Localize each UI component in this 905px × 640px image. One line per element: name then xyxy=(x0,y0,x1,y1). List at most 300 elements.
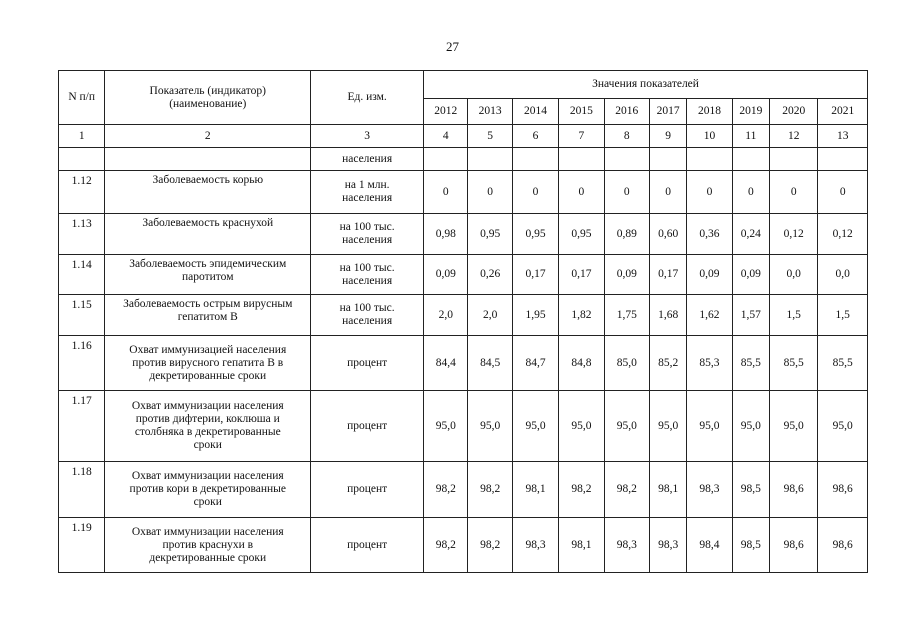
value-cell xyxy=(818,295,868,336)
cell-line: населения xyxy=(342,315,393,327)
column-number: 1 xyxy=(78,129,85,142)
value-cell xyxy=(559,148,604,171)
value-text: 0,09 xyxy=(435,268,456,280)
row-number-text: 1.19 xyxy=(71,522,92,534)
cell-line: против дифтерии, коклюша и xyxy=(135,413,280,425)
value-text: 0,95 xyxy=(571,227,592,240)
value-text: 0,95 xyxy=(525,227,546,240)
value-cell xyxy=(468,295,512,336)
unit-cell xyxy=(311,255,424,295)
value-text: 0,0 xyxy=(786,268,801,280)
value-cell xyxy=(732,336,769,391)
value-text: 98,2 xyxy=(480,538,501,551)
value-text: 0,09 xyxy=(699,268,720,280)
year-cell xyxy=(512,99,558,125)
indicator-name xyxy=(105,171,311,214)
year-cell xyxy=(604,99,649,125)
value-text: 0 xyxy=(487,185,494,198)
cell-line: Заболеваемость эпидемическим xyxy=(129,258,287,270)
value-text: 0 xyxy=(747,185,754,198)
value-text: 0,98 xyxy=(435,227,456,240)
value-text: 0,26 xyxy=(480,268,501,280)
value-text: 95,0 xyxy=(525,419,546,432)
table-row xyxy=(59,295,868,336)
value-cell xyxy=(769,462,817,518)
header-values-label: Значения показателей xyxy=(592,78,699,90)
column-number-row xyxy=(59,125,868,148)
value-cell xyxy=(512,148,558,171)
table-row xyxy=(59,462,868,518)
year-label: 2019 xyxy=(739,105,763,117)
value-text: 0 xyxy=(839,185,846,198)
cell-line: против вирусного гепатита B в xyxy=(132,356,284,369)
value-cell xyxy=(732,391,769,462)
cell-line: декретированные сроки xyxy=(149,551,267,564)
row-number xyxy=(59,295,105,336)
value-cell xyxy=(604,336,649,391)
value-cell xyxy=(604,391,649,462)
value-text: 85,5 xyxy=(783,356,804,369)
value-text: 0,24 xyxy=(740,227,761,240)
value-cell xyxy=(424,171,468,214)
value-text: 98,1 xyxy=(525,483,546,495)
value-cell xyxy=(687,462,732,518)
year-label: 2015 xyxy=(569,105,593,117)
column-number-cell xyxy=(59,125,105,148)
page-number: 27 xyxy=(446,39,459,54)
header-name xyxy=(105,71,311,125)
cell-line: Заболеваемость корью xyxy=(152,174,264,186)
value-cell xyxy=(687,171,732,214)
indicator-name xyxy=(105,214,311,255)
value-text: 98,3 xyxy=(616,538,637,551)
column-number: 7 xyxy=(578,129,585,142)
column-number-cell xyxy=(769,125,817,148)
value-cell xyxy=(687,148,732,171)
column-number: 10 xyxy=(703,129,716,142)
unit-cell xyxy=(311,462,424,518)
table-row xyxy=(59,214,868,255)
column-number-cell xyxy=(424,125,468,148)
value-cell xyxy=(559,295,604,336)
value-text: 0,09 xyxy=(740,268,761,280)
value-cell xyxy=(512,171,558,214)
value-cell xyxy=(649,518,686,573)
value-cell xyxy=(512,336,558,391)
cell-line: столбняка в декретированные xyxy=(134,426,281,438)
value-text: 98,3 xyxy=(699,483,720,495)
year-label: 2017 xyxy=(656,105,680,117)
cell-line: Заболеваемость острым вирусным xyxy=(123,298,293,310)
indicators-table xyxy=(58,70,868,573)
column-number: 12 xyxy=(787,129,800,142)
year-cell xyxy=(732,99,769,125)
cell-line: населения xyxy=(342,192,393,204)
value-cell xyxy=(687,391,732,462)
indicator-name xyxy=(105,518,311,573)
value-text: 84,8 xyxy=(571,356,592,369)
year-cell xyxy=(687,99,732,125)
value-cell xyxy=(559,214,604,255)
value-cell xyxy=(604,462,649,518)
cell-line: процент xyxy=(347,419,388,432)
value-cell xyxy=(512,295,558,336)
year-label: 2021 xyxy=(831,105,855,117)
value-text: 2,0 xyxy=(482,308,498,321)
column-number-cell xyxy=(649,125,686,148)
column-number-cell xyxy=(311,125,424,148)
value-text: 98,2 xyxy=(616,483,637,495)
value-text: 98,5 xyxy=(740,483,761,495)
value-cell xyxy=(732,171,769,214)
value-cell xyxy=(687,518,732,573)
value-cell xyxy=(468,391,512,462)
value-cell xyxy=(769,518,817,573)
column-number-cell xyxy=(687,125,732,148)
value-cell xyxy=(424,518,468,573)
value-text: 95,0 xyxy=(832,419,853,432)
cell-line: на 1 млн. xyxy=(344,179,390,191)
value-text: 0 xyxy=(442,185,449,198)
row-number xyxy=(59,518,105,573)
value-cell xyxy=(818,462,868,518)
value-text: 98,2 xyxy=(435,538,456,551)
indicator-name xyxy=(105,148,311,171)
header-unit-label: Ед. изм. xyxy=(347,91,387,103)
cell-line: против кори в декретированные xyxy=(129,483,286,495)
value-cell xyxy=(649,171,686,214)
year-label: 2020 xyxy=(782,105,806,117)
value-text: 0 xyxy=(790,185,797,198)
value-cell xyxy=(559,462,604,518)
cell-line: Охват иммунизации населения xyxy=(131,470,284,482)
value-cell xyxy=(818,391,868,462)
value-cell xyxy=(818,171,868,214)
value-cell xyxy=(424,462,468,518)
table-row xyxy=(59,336,868,391)
value-cell xyxy=(818,214,868,255)
value-text: 98,1 xyxy=(571,538,592,551)
row-number-text: 1.16 xyxy=(71,340,92,352)
unit-text: населения xyxy=(342,152,393,165)
value-cell xyxy=(687,336,732,391)
value-text: 85,5 xyxy=(740,356,761,369)
value-text: 98,2 xyxy=(435,483,456,495)
column-number-cell xyxy=(512,125,558,148)
value-text: 0,17 xyxy=(571,268,592,280)
value-text: 95,0 xyxy=(658,419,679,432)
row-number-text: 1.15 xyxy=(71,299,92,311)
column-number: 4 xyxy=(442,129,449,142)
column-number-cell xyxy=(468,125,512,148)
year-cell xyxy=(818,99,868,125)
column-number: 8 xyxy=(623,129,630,142)
value-cell xyxy=(769,214,817,255)
year-label: 2012 xyxy=(434,105,458,117)
table-row xyxy=(59,255,868,295)
value-cell xyxy=(512,214,558,255)
row-number xyxy=(59,462,105,518)
row-number xyxy=(59,214,105,255)
value-text: 98,5 xyxy=(740,538,761,551)
value-cell xyxy=(604,255,649,295)
value-cell xyxy=(424,214,468,255)
value-cell xyxy=(604,518,649,573)
value-text: 85,0 xyxy=(616,356,637,369)
value-cell xyxy=(769,148,817,171)
year-label: 2018 xyxy=(697,105,721,117)
cell-line: на 100 тыс. xyxy=(339,221,395,233)
value-text: 84,4 xyxy=(435,356,456,369)
value-text: 1,62 xyxy=(699,308,720,321)
cell-line: гепатитом B xyxy=(177,311,238,323)
cell-line: паротитом xyxy=(182,271,234,283)
header-name-label: Показатель (индикатор) xyxy=(149,84,266,97)
value-text: 0,12 xyxy=(832,227,853,240)
value-cell xyxy=(559,336,604,391)
value-text: 95,0 xyxy=(435,419,456,432)
indicator-name xyxy=(105,391,311,462)
value-cell xyxy=(769,391,817,462)
indicator-name xyxy=(105,462,311,518)
cell-line: Охват иммунизации населения xyxy=(131,525,284,538)
value-cell xyxy=(818,518,868,573)
column-number: 13 xyxy=(836,129,849,142)
row-number-text: 1.14 xyxy=(71,259,92,271)
value-text: 0,95 xyxy=(480,227,501,240)
row-number-text: 1.13 xyxy=(71,218,92,230)
cell-line: декретированные сроки xyxy=(149,369,267,382)
value-text: 0 xyxy=(706,185,713,198)
value-cell xyxy=(732,295,769,336)
cell-line: процент xyxy=(347,538,388,551)
value-cell xyxy=(512,391,558,462)
value-text: 1,82 xyxy=(571,308,592,321)
row-number-text: 1.17 xyxy=(71,395,92,407)
value-text: 95,0 xyxy=(699,419,720,432)
value-text: 0 xyxy=(665,185,672,198)
value-cell xyxy=(818,336,868,391)
value-cell xyxy=(649,255,686,295)
header-num xyxy=(59,71,105,125)
cell-line: сроки xyxy=(193,496,222,508)
value-text: 0,17 xyxy=(525,268,546,280)
value-text: 1,5 xyxy=(786,308,801,321)
value-text: 1,95 xyxy=(525,308,546,321)
value-cell xyxy=(559,391,604,462)
value-text: 85,2 xyxy=(658,356,679,369)
value-cell xyxy=(468,148,512,171)
value-cell xyxy=(649,295,686,336)
value-cell xyxy=(604,171,649,214)
value-text: 0,17 xyxy=(658,268,679,280)
value-text: 98,6 xyxy=(783,538,804,551)
value-cell xyxy=(769,171,817,214)
value-cell xyxy=(732,255,769,295)
value-text: 0 xyxy=(578,185,585,198)
column-number: 9 xyxy=(665,129,672,142)
value-cell xyxy=(732,462,769,518)
continuation-row xyxy=(59,148,868,171)
header-name-sublabel: (наименование) xyxy=(169,97,247,110)
value-text: 1,57 xyxy=(740,308,761,321)
value-text: 98,6 xyxy=(832,538,853,551)
value-cell xyxy=(769,336,817,391)
value-text: 0,12 xyxy=(783,227,804,240)
value-cell xyxy=(649,462,686,518)
column-number-cell xyxy=(105,125,311,148)
value-cell xyxy=(424,148,468,171)
header-unit xyxy=(311,71,424,125)
value-cell xyxy=(604,148,649,171)
column-number-cell xyxy=(559,125,604,148)
cell-line: на 100 тыс. xyxy=(339,261,395,274)
value-cell xyxy=(649,148,686,171)
unit-cell xyxy=(311,391,424,462)
value-cell xyxy=(649,391,686,462)
cell-line: сроки xyxy=(193,439,222,451)
value-cell xyxy=(687,214,732,255)
unit-cell xyxy=(311,214,424,255)
value-text: 98,6 xyxy=(783,483,804,495)
column-number: 5 xyxy=(487,129,494,142)
value-cell xyxy=(559,171,604,214)
value-text: 2,0 xyxy=(438,308,453,321)
value-cell xyxy=(512,518,558,573)
value-cell xyxy=(468,171,512,214)
value-cell xyxy=(687,295,732,336)
year-label: 2014 xyxy=(524,105,548,117)
cell-line: Охват иммунизацией населения xyxy=(129,343,287,356)
value-cell xyxy=(769,255,817,295)
value-text: 98,1 xyxy=(658,483,679,495)
value-text: 95,0 xyxy=(571,419,592,432)
value-cell xyxy=(649,336,686,391)
value-cell xyxy=(512,255,558,295)
value-text: 0,0 xyxy=(835,268,850,280)
row-number xyxy=(59,391,105,462)
value-text: 98,2 xyxy=(480,483,501,495)
value-text: 1,68 xyxy=(658,308,679,321)
value-cell xyxy=(468,518,512,573)
value-text: 98,2 xyxy=(571,483,592,495)
indicator-name xyxy=(105,295,311,336)
value-cell xyxy=(818,255,868,295)
column-number-cell xyxy=(604,125,649,148)
column-number: 6 xyxy=(532,129,539,142)
value-text: 95,0 xyxy=(616,419,637,432)
table-row xyxy=(59,391,868,462)
value-text: 85,3 xyxy=(699,356,720,369)
value-cell xyxy=(468,214,512,255)
year-cell xyxy=(468,99,512,125)
column-number: 2 xyxy=(204,129,211,142)
indicator-name xyxy=(105,336,311,391)
column-number-cell xyxy=(732,125,769,148)
row-number-text: 1.12 xyxy=(71,175,92,187)
row-number xyxy=(59,148,105,171)
cell-line: Охват иммунизации населения xyxy=(131,400,284,412)
cell-line: процент xyxy=(347,483,388,495)
year-label: 2013 xyxy=(478,105,502,117)
value-cell xyxy=(818,148,868,171)
value-cell xyxy=(424,391,468,462)
cell-line: Заболеваемость краснухой xyxy=(142,217,274,229)
value-cell xyxy=(512,462,558,518)
value-cell xyxy=(769,295,817,336)
unit-cell xyxy=(311,171,424,214)
cell-line: населения xyxy=(342,234,393,246)
row-number xyxy=(59,336,105,391)
value-text: 0,89 xyxy=(616,227,637,240)
value-text: 0 xyxy=(532,185,539,198)
value-cell xyxy=(687,255,732,295)
year-label: 2016 xyxy=(615,105,639,117)
value-text: 1,75 xyxy=(616,308,637,321)
value-cell xyxy=(424,336,468,391)
value-cell xyxy=(468,255,512,295)
year-cell xyxy=(559,99,604,125)
header-row xyxy=(59,71,868,99)
table-row xyxy=(59,518,868,573)
header-num-label: N п/п xyxy=(68,91,96,103)
value-text: 95,0 xyxy=(740,419,761,432)
table-row xyxy=(59,171,868,214)
value-text: 1,5 xyxy=(835,308,850,321)
value-text: 98,3 xyxy=(658,538,679,551)
year-cell xyxy=(769,99,817,125)
value-text: 84,5 xyxy=(480,356,501,369)
unit-cell xyxy=(311,148,424,171)
row-number xyxy=(59,171,105,214)
cell-line: процент xyxy=(347,356,388,369)
column-number-cell xyxy=(818,125,868,148)
column-number: 3 xyxy=(364,129,370,142)
value-cell xyxy=(649,214,686,255)
cell-line: населения xyxy=(342,274,393,287)
cell-line: против краснухи в xyxy=(162,538,254,551)
value-text: 95,0 xyxy=(480,419,501,432)
indicator-name xyxy=(105,255,311,295)
value-cell xyxy=(732,214,769,255)
value-cell xyxy=(468,336,512,391)
row-number xyxy=(59,255,105,295)
value-cell xyxy=(604,295,649,336)
value-text: 84,7 xyxy=(525,356,546,369)
value-cell xyxy=(604,214,649,255)
header-values xyxy=(424,71,868,99)
value-text: 0,36 xyxy=(699,227,720,240)
unit-cell xyxy=(311,295,424,336)
unit-cell xyxy=(311,518,424,573)
value-cell xyxy=(732,148,769,171)
row-number-text: 1.18 xyxy=(71,466,92,478)
value-cell xyxy=(732,518,769,573)
value-cell xyxy=(468,462,512,518)
value-text: 95,0 xyxy=(783,419,804,432)
value-text: 98,6 xyxy=(832,483,853,495)
unit-cell xyxy=(311,336,424,391)
cell-line: на 100 тыс. xyxy=(339,302,395,314)
value-text: 85,5 xyxy=(832,356,853,369)
column-number: 11 xyxy=(745,129,757,142)
value-text: 98,4 xyxy=(699,538,720,551)
value-text: 0,09 xyxy=(616,268,637,280)
year-cell xyxy=(424,99,468,125)
value-text: 98,3 xyxy=(525,538,546,551)
year-cell xyxy=(649,99,686,125)
value-text: 0,60 xyxy=(658,227,679,240)
